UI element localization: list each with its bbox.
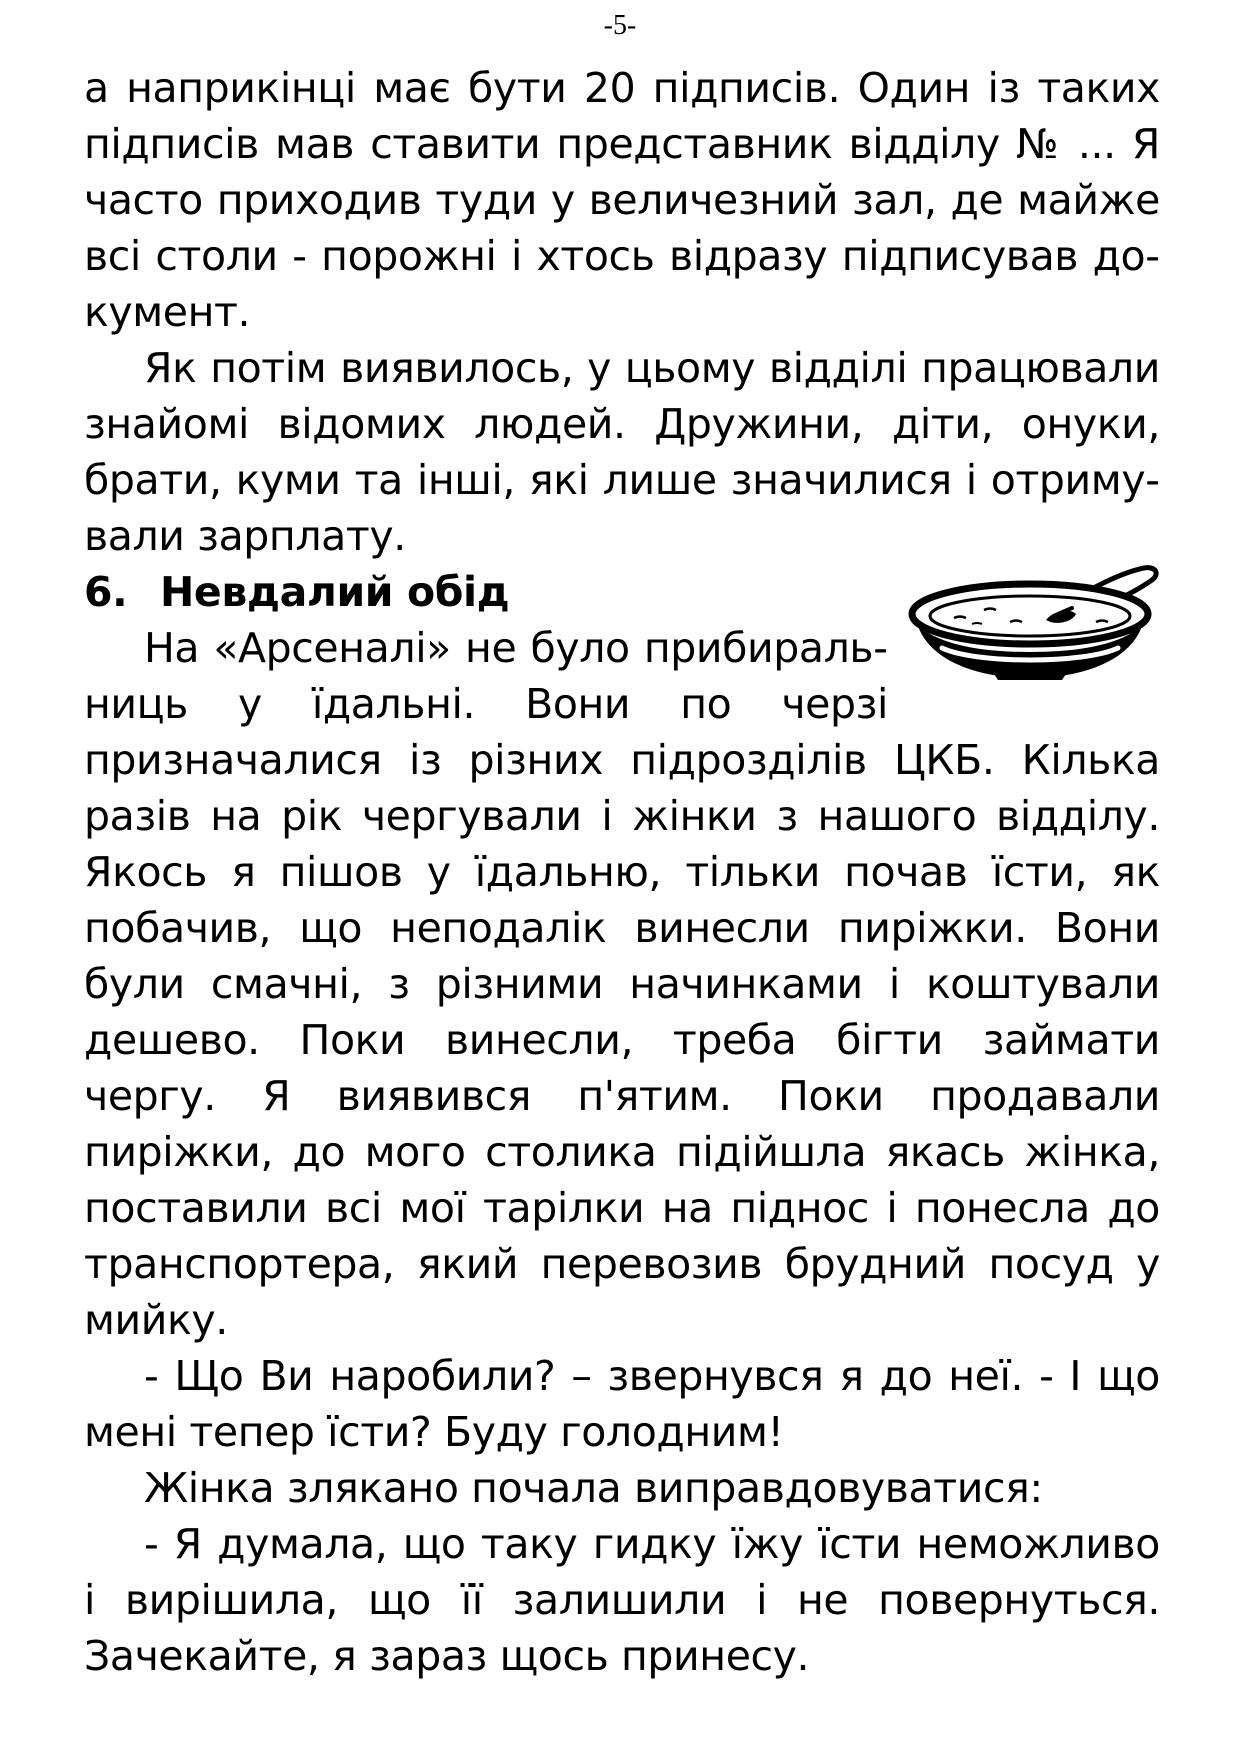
page-number: -5- (603, 10, 637, 41)
section-title: Невдалий обід (160, 568, 510, 616)
section-paragraph-2: - Що Ви наробили? – звернувся я до неї. - І що мені тепер їсти? Буду голодним! (84, 1352, 1160, 1456)
paragraph-1: а наприкінці має бути 20 підписів. Один із таких підписів мав ставити представник відділу № ... Я часто приходив туди у величезний зал, де майже всі столи - порожні і хтось відразу підписував документ. (84, 64, 1160, 336)
section-paragraph-3: Жінка злякано почала виправдовуватися: (144, 1464, 1043, 1512)
bowl-with-spoon-icon (906, 564, 1160, 682)
section-number: 6. (84, 568, 128, 616)
section-paragraph-4: - Я думала, що таку гидку їжу їсти неможливо і вирішила, що її залишили і не повернуться. Зачекайте, я зараз щось принесу. (84, 1520, 1160, 1680)
section-paragraph-1: На «Арсеналі» не було прибиральниць у їдальні. Вони по черзі призначалися із різних підрозділів ЦКБ. Кілька разів на рік чергували і жінки з нашого відділу. Якось я пішов у їдальню, тільки почав їсти, як побачив, що неподалік винесли пиріжки. Вони були смачні, з різними начинками і коштували дешево. Поки винесли, треба бігти займати чергу. Я виявився п'ятим. Поки продавали пиріжки, до мого столика підійшла якась жінка, поставили всі мої тарілки на піднос і понесла до транспортера, який перевозив брудний посуд у мийку. (84, 624, 1160, 1344)
page-content (84, 60, 1160, 1684)
paragraph-2: Як потім виявилось, у цьому відділі працювали знайомі відомих людей. Дружини, діти, онуки, брати, куми та інші, які лише значилися і отримували зарплату. (84, 344, 1160, 560)
